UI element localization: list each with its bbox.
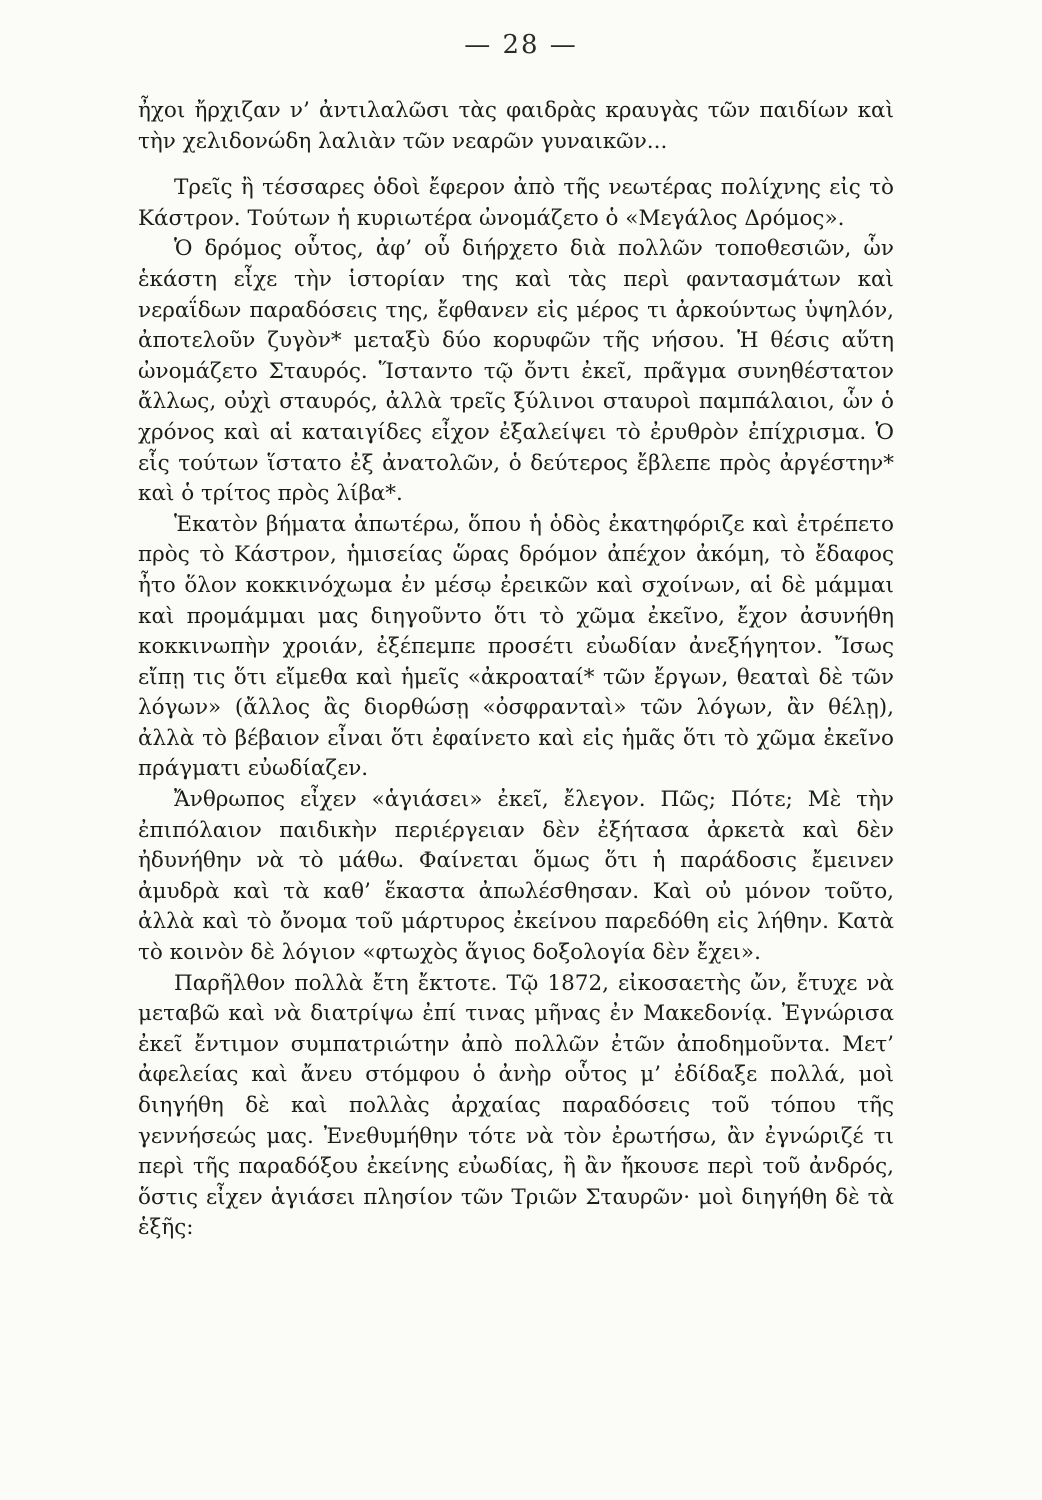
paragraph-4: Ἑκατὸν βήματα ἀπωτέρω, ὅπου ἡ ὁδὸς ἐκατηφόριζε καὶ ἐτρέπετο πρὸς τὸ Κάστρον, ἡμισείας ὥρας δρόμον ἀπέχον ἀκόμη, τὸ ἔδαφος ἦτο ὅλον κοκκινόχωμα ἐν μέσῳ ἐρεικῶν καὶ σχοίνων, αἱ δὲ μάμμαι καὶ προμάμμαι μας διηγοῦντο ὅτι τὸ χῶμα ἐκεῖνο, ἔχον ἀσυνήθη κοκκινωπὴν χροιάν, ἐξέπεμπε προσέτι εὐωδίαν ἀνεξήγητον. Ἴσως εἴπῃ τις ὅτι εἴμεθα καὶ ἡμεῖς «ἀκροαταί* τῶν ἔργων, θεαταὶ δὲ τῶν λόγων» (ἄλλος ἂς διορθώσῃ «ὀσφρανταὶ» τῶν λόγων, ἂν θέλῃ), ἀλλὰ τὸ βέβαιον εἶναι ὅτι ἐφαίνετο καὶ εἰς ἡμᾶς ὅτι τὸ χῶμα ἐκεῖνο πράγματι εὐωδίαζεν. xyxy=(138,511,894,782)
page-number: — 28 — xyxy=(464,30,578,60)
paragraph-3: Ὁ δρόμος οὗτος, ἀφ’ οὗ διήρχετο διὰ πολλῶν τοποθεσιῶν, ὧν ἑκάστη εἶχε τὴν ἱστορίαν της καὶ τὰς περὶ φαντασμάτων καὶ νεραΐδων παραδόσεις της, ἔφθανεν εἰς μέρος τι ἀρκούντως ὑψηλόν, ἀποτελοῦν ζυγὸν* μεταξὺ δύο κορυφῶν τῆς νήσου. Ἡ θέσις αὕτη ὠνομάζετο Σταυρός. Ἵσταντο τῷ ὄντι ἐκεῖ, πρᾶγμα συνηθέστατον ἄλλως, οὐχὶ σταυρός, ἀλλὰ τρεῖς ξύλινοι σταυροὶ παμπάλαιοι, ὧν ὁ χρόνος καὶ αἱ καταιγίδες εἶχον ἐξαλείψει τὸ ἐρυθρὸν ἐπίχρισμα. Ὁ εἷς τούτων ἵστατο ἐξ ἀνατολῶν, ὁ δεύτερος ἔβλεπε πρὸς ἀργέστην* καὶ ὁ τρίτος πρὸς λίβα*. xyxy=(138,236,894,507)
paragraph-6: Παρῆλθον πολλὰ ἔτη ἔκτοτε. Τῷ 1872, εἰκοσαετὴς ὤν, ἔτυχε νὰ μεταβῶ καὶ νὰ διατρίψω ἐπί τινας μῆνας ἐν Μακεδονίᾳ. Ἐγνώρισα ἐκεῖ ἔντιμον συμπατριώτην ἀπὸ πολλῶν ἐτῶν ἀποδημοῦντα. Μετ’ ἀφελείας καὶ ἄνευ στόμφου ὁ ἀνὴρ οὗτος μ’ ἐδίδαξε πολλά, μοὶ διηγήθη δὲ καὶ πολλὰς ἀρχαίας παραδόσεις τοῦ τόπου τῆς γεννήσεώς μας. Ἐνεθυμήθην τότε νὰ τὸν ἐρωτήσω, ἂν ἐγνώριζέ τι περὶ τῆς παραδόξου ἐκείνης εὐωδίας, ἢ ἂν ἤκουσε περὶ τοῦ ἀνδρός, ὅστις εἶχεν ἁγιάσει πλησίον τῶν Τριῶν Σταυρῶν· μοὶ διηγήθη δὲ τὰ ἑξῆς: xyxy=(138,970,894,1241)
paragraph-2: Τρεῖς ἢ τέσσαρες ὁδοὶ ἔφερον ἀπὸ τῆς νεωτέρας πολίχνης εἰς τὸ Κάστρον. Τούτων ἡ κυριωτέρα ὠνομάζετο ὁ «Μεγάλος Δρόμος». xyxy=(138,175,894,231)
paragraph-5: Ἄνθρωπος εἶχεν «ἁγιάσει» ἐκεῖ, ἔλεγον. Πῶς; Πότε; Μὲ τὴν ἐπιπόλαιον παιδικὴν περιέργειαν δὲν ἐξήτασα ἀρκετὰ καὶ δὲν ἠδυνήθην νὰ τὸ μάθω. Φαίνεται ὅμως ὅτι ἡ παράδοσις ἔμεινεν ἀμυδρὰ καὶ τὰ καθ’ ἕκαστα ἀπωλέσθησαν. Καὶ οὐ μόνον τοῦτο, ἀλλὰ καὶ τὸ ὄνομα τοῦ μάρτυρος ἐκείνου παρεδόθη εἰς λήθην. Κατὰ τὸ κοινὸν δὲ λόγιον «φτωχὸς ἅγιος δοξολογία δὲν ἔχει». xyxy=(138,787,894,966)
paragraph-1: ἦχοι ἤρχιζαν ν’ ἀντιλαλῶσι τὰς φαιδρὰς κραυγὰς τῶν παιδίων καὶ τὴν χελιδονώδη λαλιὰν τῶν νεαρῶν γυναικῶν... xyxy=(138,98,894,154)
body-text xyxy=(138,96,894,1244)
